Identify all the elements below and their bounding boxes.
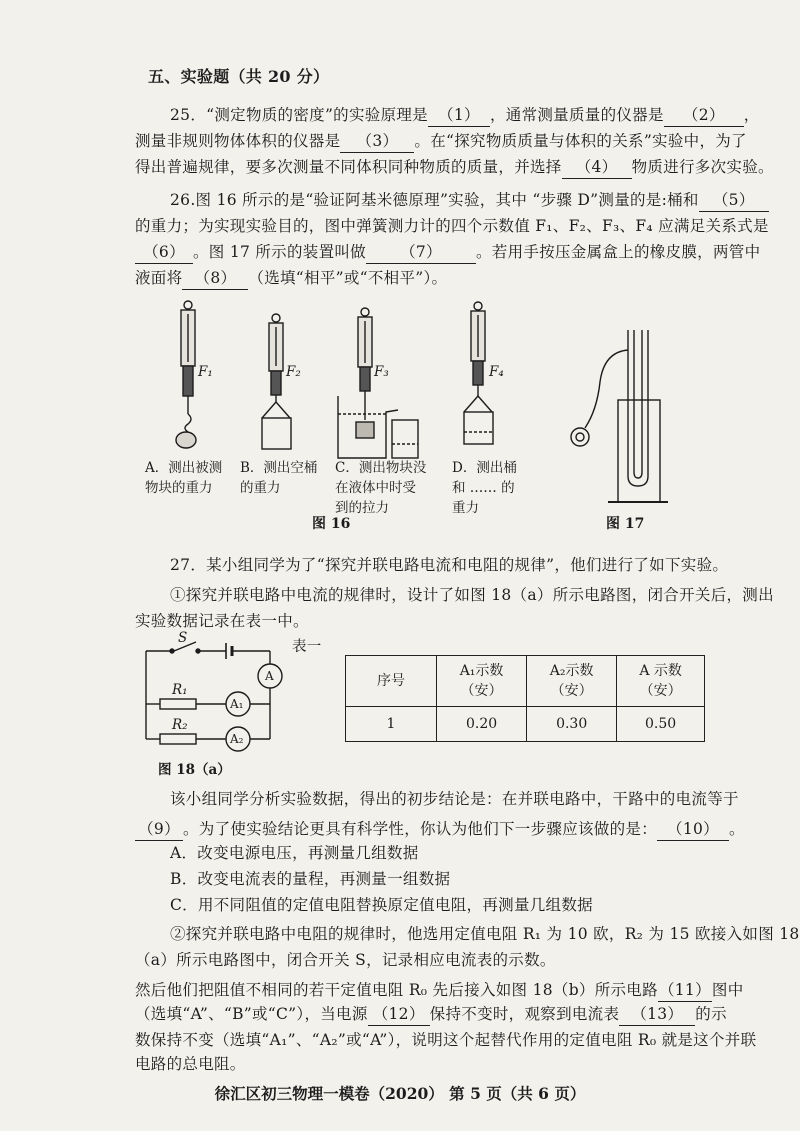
figure-16-caption: 图 16 <box>312 516 351 532</box>
q25-line1: 25．“测定物质的密度”的实验原理是 （1） ，通常测量质量的仪器是 （2） ， <box>170 104 760 127</box>
table-1-title: 表一 <box>292 639 322 655</box>
table-header-row <box>346 656 705 707</box>
label-r2: R₂ <box>172 717 188 733</box>
blank-8: （8） <box>182 267 248 290</box>
label-a: A <box>265 669 274 683</box>
label-f3: F₃ <box>374 364 389 380</box>
q25-line2: 测量非规则物体体积的仪器是 （3） 。在“探究物质质量与体积的关系”实验中，为了 <box>135 130 747 153</box>
blank-13: （13） <box>619 1003 695 1026</box>
q26-line1: 26.图 16 所示的是“验证阿基米德原理”实验，其中 “步骤 D”测量的是:桶和 （5） <box>170 189 769 212</box>
section-title: 五、实验题（共 20 分） <box>148 67 330 86</box>
resistor-r1 <box>160 699 196 709</box>
q25-line3: 得出普遍规律，要多次测量不同体积同种物质的质量，并选择 （4） 物质进行多次实验。 <box>135 156 774 179</box>
blank-1: （1） <box>428 104 490 127</box>
table-row: 1 0.20 0.30 0.50 <box>346 707 705 742</box>
page-footer: 徐汇区初三物理一模卷（2020） 第 5 页（共 6 页） <box>214 1084 586 1103</box>
q26-line3: （6） 。图 17 所示的装置叫做 （7） 。若用手按压金属盒上的橡皮膜，两管中 <box>135 241 760 264</box>
q27-part3-line4: 电路的总电阻。 <box>135 1055 246 1073</box>
option-b: B．改变电流表的量程，再测量一组数据 <box>170 870 451 888</box>
data-table-1 <box>345 655 705 742</box>
blank-6: （6） <box>135 241 193 264</box>
label-a2: A₂ <box>230 732 244 746</box>
step-d-caption: D．测出桶 和 …… 的 重力 <box>452 460 517 516</box>
resistor-r2 <box>160 734 196 744</box>
option-c: C．用不同阻值的定值电阻替换原定值电阻，再测量几组数据 <box>170 896 593 914</box>
step-a-caption: A．测出被测 物块的重力 <box>145 460 223 496</box>
blank-3: （3） <box>340 130 414 153</box>
q27-conclusion-line1: 该小组同学分析实验数据，得出的初步结论是：在并联电路中，干路中的电流等于 <box>170 790 739 808</box>
blank-12: （12） <box>368 1003 430 1026</box>
label-r1: R₁ <box>172 682 188 698</box>
q27-part3-line2: （选填“A”、“B”或“C”），当电源 （12） 保持不变时，观察到电流表 （13） 的示 <box>135 1003 727 1026</box>
q27-conclusion-line2: （9） 。为了使实验结论更具有科学性，你认为他们下一步骤应该做的是： （10） 。 <box>135 818 745 841</box>
label-a1: A₁ <box>230 697 244 711</box>
blank-11: （11） <box>658 979 712 1002</box>
q27-part2-line2: （a）所示电路图中，闭合开关 S，记录相应电流表的示数。 <box>135 951 556 969</box>
label-f1: F₁ <box>198 364 213 380</box>
blank-4: （4） <box>562 156 632 179</box>
q26-line4: 液面将 （8） （选填“相平”或“不相平”）。 <box>135 267 447 290</box>
label-f2: F₂ <box>286 364 301 380</box>
label-f4: F₄ <box>489 364 504 380</box>
q27-part3-line1: 然后他们把阻值不相同的若干定值电阻 R₀ 先后接入如图 18（b）所示电路（11）图中 <box>135 979 744 1002</box>
blank-5: （5） <box>699 189 769 212</box>
q27-part1-line1: ①探究并联电路中电流的规律时，设计了如图 18（a）所示电路图，闭合开关后，测出 <box>170 586 774 604</box>
q27-part1-line2: 实验数据记录在表一中。 <box>135 612 309 630</box>
header-a1: A₁示数 （安） <box>437 656 527 707</box>
q27-part3-line3: 数保持不变（选填“A₁”、“A₂”或“A”），说明这个起替代作用的定值电阻 R₀ 就是这个并联 <box>135 1031 757 1049</box>
blank-9: （9） <box>135 818 183 841</box>
blank-2: （2） <box>664 104 744 127</box>
header-a: A 示数 （安） <box>617 656 705 707</box>
q27-intro: 27．某小组同学为了“探究并联电路电流和电阻的规律”，他们进行了如下实验。 <box>170 556 729 574</box>
q27-part2-line1: ②探究并联电路中电阻的规律时，他选用定值电阻 R₁ 为 10 欧，R₂ 为 15 欧接入如图 18 <box>170 925 800 943</box>
blank-7: （7） <box>366 241 476 264</box>
option-a: A．改变电源电压，再测量几组数据 <box>170 844 419 862</box>
step-c-caption: C．测出物块没 在液体中时受 到的拉力 <box>335 460 427 516</box>
step-b-caption: B．测出空桶 的重力 <box>240 460 318 496</box>
header-index: 序号 <box>346 656 437 707</box>
figure-18a-caption: 图 18（a） <box>158 762 231 778</box>
blank-10: （10） <box>657 818 729 841</box>
header-a2: A₂示数 （安） <box>527 656 617 707</box>
figure-17-caption: 图 17 <box>606 516 645 532</box>
label-s: S <box>178 630 188 646</box>
q26-line2: 的重力；为实现实验目的，图中弹簧测力计的四个示数值 F₁、F₂、F₃、F₄ 应满足关系式是 <box>135 217 769 235</box>
